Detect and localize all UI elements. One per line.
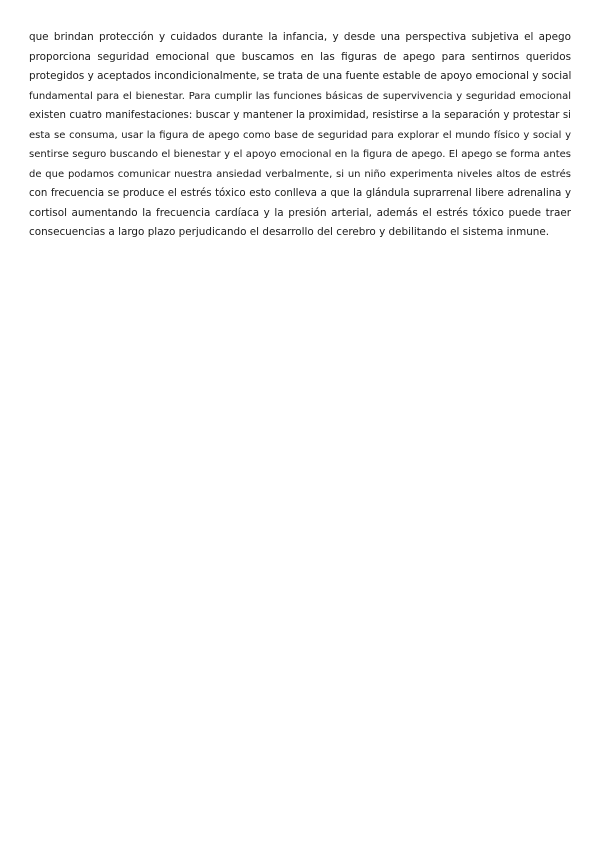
paragraph-line-6: esta se consuma, usar la figura de apego como base de seguridad para explorar el mundo físico y social y: [29, 129, 571, 141]
paragraph-line-8: de que podamos comunicar nuestra ansiedad verbalmente, si un niño experimenta niveles altos de estrés: [29, 168, 571, 180]
paragraph-line-5: existen cuatro manifestaciones: buscar y mantener la proximidad, resistirse a la separación y protestar si: [29, 110, 571, 121]
paragraph-line-11: consecuencias a largo plazo perjudicando el desarrollo del cerebro y debilitando el sistema inmune.: [29, 226, 550, 238]
paragraph-line-4: fundamental para el bienestar. Para cumplir las funciones básicas de supervivencia y seguridad emocional: [29, 90, 571, 102]
paragraph-line-1: que brindan protección y cuidados durante la infancia, y desde una perspectiva subjetiva el apego: [29, 31, 571, 43]
paragraph-line-3: protegidos y aceptados incondicionalmente, se trata de una fuente estable de apoyo emocional y social: [29, 70, 571, 82]
paragraph-line-2: proporciona seguridad emocional que buscamos en las figuras de apego para sentirnos queridos: [29, 50, 571, 63]
paragraph-line-9: con frecuencia se produce el estrés tóxico esto conlleva a que la glándula suprarrenal libere adrenalina y: [29, 188, 571, 199]
paragraph-line-10: cortisol aumentando la frecuencia cardíaca y la presión arterial, además el estrés tóxico puede traer: [29, 206, 571, 219]
paragraph-line-7: sentirse seguro buscando el bienestar y el apoyo emocional en la figura de apego. El apego se forma antes: [29, 149, 571, 160]
body-paragraph: [29, 28, 571, 243]
